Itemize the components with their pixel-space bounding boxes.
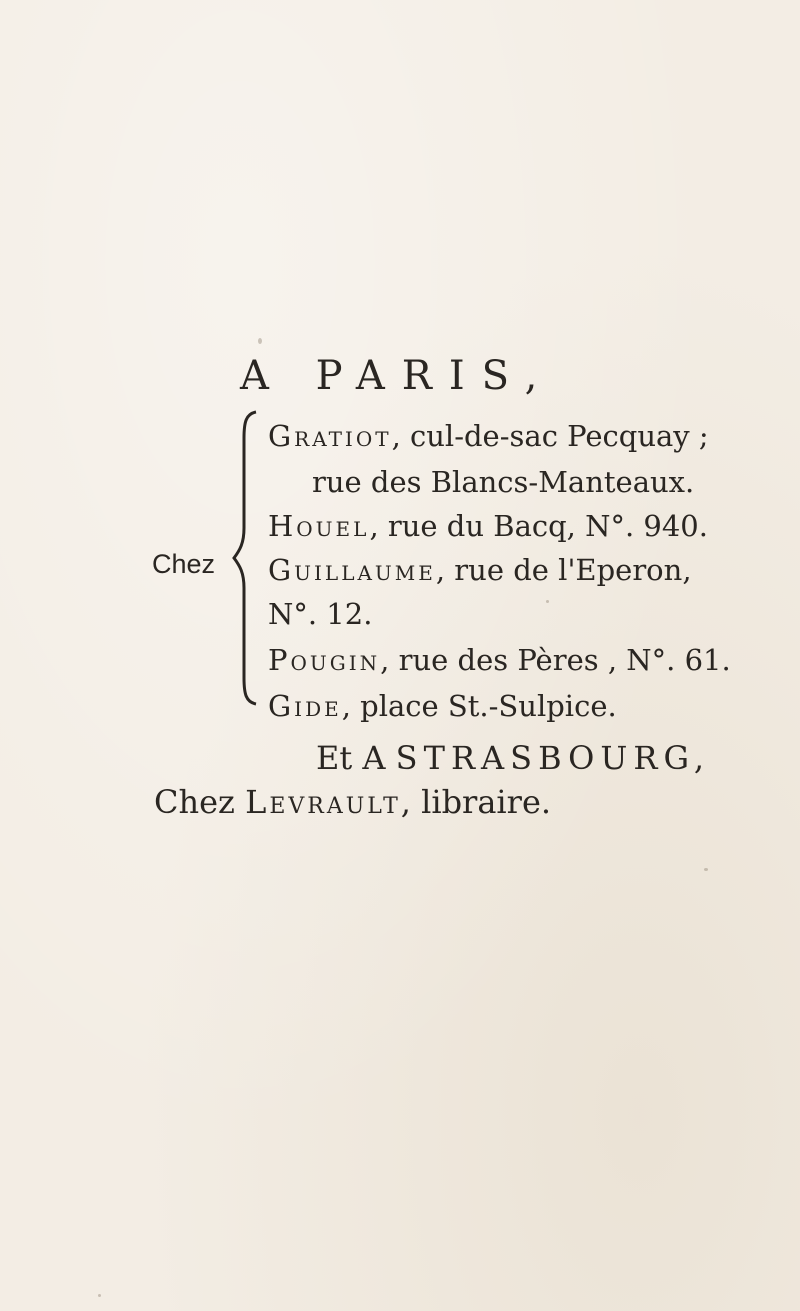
bookseller-address: , rue des Pères , N°. 61. (380, 643, 731, 677)
bookseller-line (312, 464, 694, 500)
strasbourg-city: STRASBOURG, (395, 739, 711, 777)
bookseller-address: N°. 12. (268, 597, 373, 631)
imprint-heading: A PARIS, (240, 353, 555, 399)
levrault-name: Levrault (245, 783, 401, 821)
paper-speck (98, 1294, 101, 1297)
curly-brace-icon (232, 408, 262, 708)
bookseller-name: Guillaume (268, 553, 436, 587)
bookseller-line (268, 508, 708, 544)
strasbourg-prefix: Et A (316, 739, 396, 777)
bookseller-name: Pougin (268, 643, 381, 677)
levrault-suffix: , libraire. (400, 783, 552, 821)
bookseller-name: Gratiot (268, 419, 392, 453)
paper-speck (546, 600, 549, 603)
bookseller-address: , rue du Bacq, N°. 940. (369, 509, 708, 543)
bookseller-name: Gide (268, 689, 342, 723)
bookseller-line (268, 596, 372, 632)
strasbourg-line (316, 738, 710, 778)
paper-speck (704, 868, 708, 871)
paper-speck (258, 338, 262, 344)
bookseller-address: rue des Blancs-Manteaux. (312, 465, 695, 499)
levrault-line (154, 782, 551, 822)
chez-label: Chez (152, 549, 216, 579)
bookseller-line (268, 418, 709, 454)
bookseller-line (268, 552, 692, 588)
levrault-prefix: Chez (154, 783, 246, 821)
bookseller-address: , rue de l'Eperon, (435, 553, 692, 587)
bookseller-address: , cul-de-sac Pecquay ; (391, 419, 709, 453)
bookseller-name: Houel (268, 509, 370, 543)
bookseller-line (268, 642, 731, 678)
bookseller-address: , place St.-Sulpice. (341, 689, 617, 723)
bookseller-line (268, 688, 617, 724)
